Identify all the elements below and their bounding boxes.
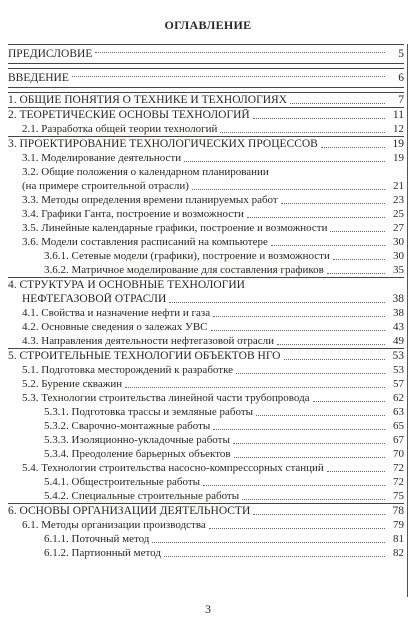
- toc-entry-section-4-2[interactable]: [8, 320, 404, 334]
- toc-entry-text: НЕФТЕГАЗОВОЙ ОТРАСЛИ: [22, 293, 167, 305]
- toc-leader: [284, 359, 386, 360]
- toc-entry-text: 6.1.2. Партионный метод: [44, 547, 161, 559]
- toc-entry-page: 27: [393, 222, 404, 234]
- toc-entry-subsection-5-3-1[interactable]: [8, 405, 404, 419]
- toc-leader: [234, 457, 385, 458]
- toc-entry-page: 23: [393, 194, 404, 206]
- toc-entry-text: ВВЕДЕНИЕ: [8, 71, 69, 84]
- toc-entry-page: 63: [393, 406, 404, 418]
- toc-entry-text: 5.4. Технологии строительства насосно-компрессорных станций: [22, 462, 324, 474]
- toc-entry-page: 19: [393, 152, 404, 164]
- toc-entry-text: 5.3.3. Изоляционно-укладочные работы: [44, 434, 230, 446]
- toc-entry-section-5-2[interactable]: [8, 377, 404, 391]
- toc-leader: [184, 161, 385, 162]
- toc-entry-text: 5.3.1. Подготовка трассы и земляные работы: [44, 406, 254, 418]
- toc-entry-chapter-4[interactable]: [8, 277, 404, 292]
- right-rule: [407, 44, 408, 597]
- toc-leader: [220, 132, 385, 133]
- toc-entry-page: 67: [393, 434, 404, 446]
- toc-leader: [211, 330, 385, 331]
- toc-entry-text: 6.1.1. Поточный метод: [44, 533, 150, 545]
- toc-entry-foreword[interactable]: [8, 44, 404, 64]
- toc-entry-page: 62: [393, 392, 404, 404]
- toc-entry-page: 6: [398, 71, 404, 84]
- page-title: ОГЛАВЛЕНИЕ: [164, 18, 252, 32]
- toc-entry-page: 57: [393, 378, 404, 390]
- toc-entry-text: 5.3. Технологии строительства линейной части трубопровода: [22, 392, 310, 404]
- toc-leader: [72, 76, 385, 77]
- toc-entry-text: 3.1. Моделирование деятельности: [22, 152, 182, 164]
- toc-entry-text: (на примере строительной отрасли): [22, 180, 189, 192]
- toc-entry-page: 19: [392, 138, 404, 150]
- toc-entry-section-3-5[interactable]: [8, 221, 404, 235]
- toc-entry-page: 70: [393, 448, 404, 460]
- toc-leader: [203, 485, 385, 486]
- toc-leader: [236, 373, 385, 374]
- toc-entry-section-5-1[interactable]: [8, 363, 404, 377]
- toc-entry-text: 1. ОБЩИЕ ПОНЯТИЯ О ТЕХНИКЕ И ТЕХНОЛОГИЯХ: [8, 94, 287, 106]
- toc-leader: [169, 302, 385, 303]
- toc-entry-page: 75: [393, 490, 404, 502]
- toc-entry-subsection-5-3-2[interactable]: [8, 419, 404, 433]
- toc-entry-page: 72: [393, 476, 404, 488]
- toc-leader: [277, 344, 385, 345]
- toc-entry-text: 2.1. Разработка общей теории технологий: [22, 123, 218, 135]
- toc-entry-text: 2. ТЕОРЕТИЧЕСКИЕ ОСНОВЫ ТЕХНОЛОГИЙ: [8, 109, 250, 121]
- toc-entry-section-3-2[interactable]: [8, 165, 404, 179]
- toc-entry-text: 4.3. Направления деятельности нефтегазовой отрасли: [22, 335, 275, 347]
- toc-entry-chapter-6[interactable]: [8, 503, 404, 518]
- toc-entry-subsection-6-1-1[interactable]: [8, 532, 404, 546]
- toc-entry-page: 35: [393, 264, 404, 276]
- toc-entry-subsection-5-4-1[interactable]: [8, 475, 404, 489]
- toc-entry-page: 43: [393, 321, 404, 333]
- toc-entry-page: 11: [392, 109, 404, 121]
- toc-entry-section-5-4[interactable]: [8, 461, 404, 475]
- toc-entry-text: 6. ОСНОВЫ ОРГАНИЗАЦИИ ДЕЯТЕЛЬНОСТИ: [8, 505, 251, 517]
- toc-entry-page: 25: [393, 208, 404, 220]
- toc-entry-section-3-3[interactable]: [8, 193, 404, 207]
- toc-leader: [271, 245, 385, 246]
- toc-entry-text: 5.3.2. Сварочно-монтажные работы: [44, 420, 211, 432]
- toc-entry-chapter-3[interactable]: [8, 136, 404, 151]
- toc-entry-chapter-2[interactable]: [8, 107, 404, 122]
- toc-entry-page: 82: [393, 547, 404, 559]
- toc-entry-section-3-1[interactable]: [8, 151, 404, 165]
- toc-entry-text: 3.6.1. Сетевые модели (графики), построение и возможности: [44, 250, 330, 262]
- toc-leader: [242, 499, 385, 500]
- toc-entry-page: 81: [393, 533, 404, 545]
- toc-entry-text: 5.4.2. Специальные строительные работы: [44, 490, 240, 502]
- toc-entry-page: 79: [393, 519, 404, 531]
- toc-entry-subsection-5-4-2[interactable]: [8, 489, 404, 503]
- toc-entry-text: 5.2. Бурение скважин: [22, 378, 123, 390]
- toc-entry-subsection-3-6-2[interactable]: [8, 263, 404, 277]
- toc-entry-page: 38: [393, 307, 404, 319]
- toc-entry-page: 49: [393, 335, 404, 347]
- toc-entry-page: 30: [393, 250, 404, 262]
- toc-entry-text: 3.2. Общие положения о календарном планировании: [22, 166, 269, 178]
- table-of-contents: [8, 44, 404, 560]
- toc-entry-page: 72: [393, 462, 404, 474]
- toc-entry-text: 3.3. Методы определения времени планируемых работ: [22, 194, 278, 206]
- toc-leader: [327, 273, 385, 274]
- toc-entry-text: 5. СТРОИТЕЛЬНЫЕ ТЕХНОЛОГИИ ОБЪЕКТОВ НГО: [8, 350, 281, 362]
- toc-entry-text: 5.4.1. Общестроительные работы: [44, 476, 201, 488]
- toc-entry-text: 4.2. Основные сведения о залежах УВС: [22, 321, 208, 333]
- toc-leader: [253, 118, 385, 119]
- toc-leader: [321, 147, 385, 148]
- toc-entry-text: 4. СТРУКТУРА И ОСНОВНЫЕ ТЕХНОЛОГИИ: [8, 279, 245, 291]
- toc-entry-text: 5.1. Подготовка месторождений к разработке: [22, 364, 234, 376]
- toc-leader: [152, 542, 385, 543]
- toc-entry-page: 30: [393, 236, 404, 248]
- toc-leader: [213, 316, 385, 317]
- toc-leader: [125, 387, 385, 388]
- toc-entry-section-4-3[interactable]: [8, 334, 404, 348]
- toc-entry-page: 7: [398, 94, 404, 106]
- toc-leader: [330, 231, 385, 232]
- toc-entry-page: 5: [398, 47, 404, 60]
- toc-entry-chapter-5[interactable]: [8, 348, 404, 363]
- toc-entry-chapter-1[interactable]: [8, 92, 404, 107]
- toc-entry-section-4-1[interactable]: [8, 306, 404, 320]
- toc-entry-section-6-1[interactable]: [8, 518, 404, 532]
- toc-entry-page: 21: [393, 180, 404, 192]
- toc-entry-page: 78: [392, 505, 404, 517]
- toc-leader: [253, 514, 385, 515]
- toc-entry-subsection-6-1-2[interactable]: [8, 546, 404, 560]
- toc-leader: [290, 103, 385, 104]
- toc-entry-subsection-5-3-4[interactable]: [8, 447, 404, 461]
- toc-leader: [327, 471, 385, 472]
- toc-entry-page: 65: [393, 420, 404, 432]
- toc-entry-text: 3. ПРОЕКТИРОВАНИЕ ТЕХНОЛОГИЧЕСКИХ ПРОЦЕССОВ: [8, 138, 318, 150]
- toc-entry-page: 12: [393, 123, 404, 135]
- toc-entry-introduction[interactable]: [8, 68, 404, 88]
- toc-entry-subsection-5-3-3[interactable]: [8, 433, 404, 447]
- toc-entry-text: 6.1. Методы организации производства: [22, 519, 206, 531]
- toc-leader: [213, 429, 385, 430]
- toc-entry-page: 53: [392, 350, 404, 362]
- toc-entry-text: 4.1. Свойства и назначение нефти и газа: [22, 307, 211, 319]
- toc-entry-section-5-3[interactable]: [8, 391, 404, 405]
- toc-entry-subsection-3-6-1[interactable]: [8, 249, 404, 263]
- toc-leader: [313, 401, 385, 402]
- toc-entry-text: ПРЕДИСЛОВИЕ: [8, 47, 93, 60]
- toc-entry-page: 53: [393, 364, 404, 376]
- toc-entry-text: 3.6.2. Матричное моделирование для составления графиков: [44, 264, 324, 276]
- toc-entry-text: 5.3.4. Преодоление барьерных объектов: [44, 448, 231, 460]
- toc-leader: [256, 415, 385, 416]
- toc-leader: [192, 189, 385, 190]
- toc-entry-text: 3.5. Линейные календарные графики, построение и возможности: [22, 222, 328, 234]
- page-number: 3: [205, 602, 211, 616]
- toc-entry-chapter-4-continued[interactable]: [8, 292, 404, 306]
- toc-leader: [281, 203, 385, 204]
- toc-leader: [209, 528, 385, 529]
- toc-leader: [333, 259, 385, 260]
- toc-entry-section-3-4[interactable]: [8, 207, 404, 221]
- toc-entry-section-3-2-continued[interactable]: [8, 179, 404, 193]
- toc-leader: [95, 52, 385, 53]
- toc-entry-text: 3.4. Графики Ганта, построение и возможности: [22, 208, 244, 220]
- toc-entry-text: 3.6. Модели составления расписаний на компьютере: [22, 236, 268, 248]
- toc-entry-page: 38: [392, 293, 404, 305]
- toc-leader: [247, 217, 385, 218]
- toc-entry-section-2-1[interactable]: [8, 122, 404, 136]
- toc-leader: [233, 443, 385, 444]
- toc-entry-section-3-6[interactable]: [8, 235, 404, 249]
- toc-leader: [164, 556, 385, 557]
